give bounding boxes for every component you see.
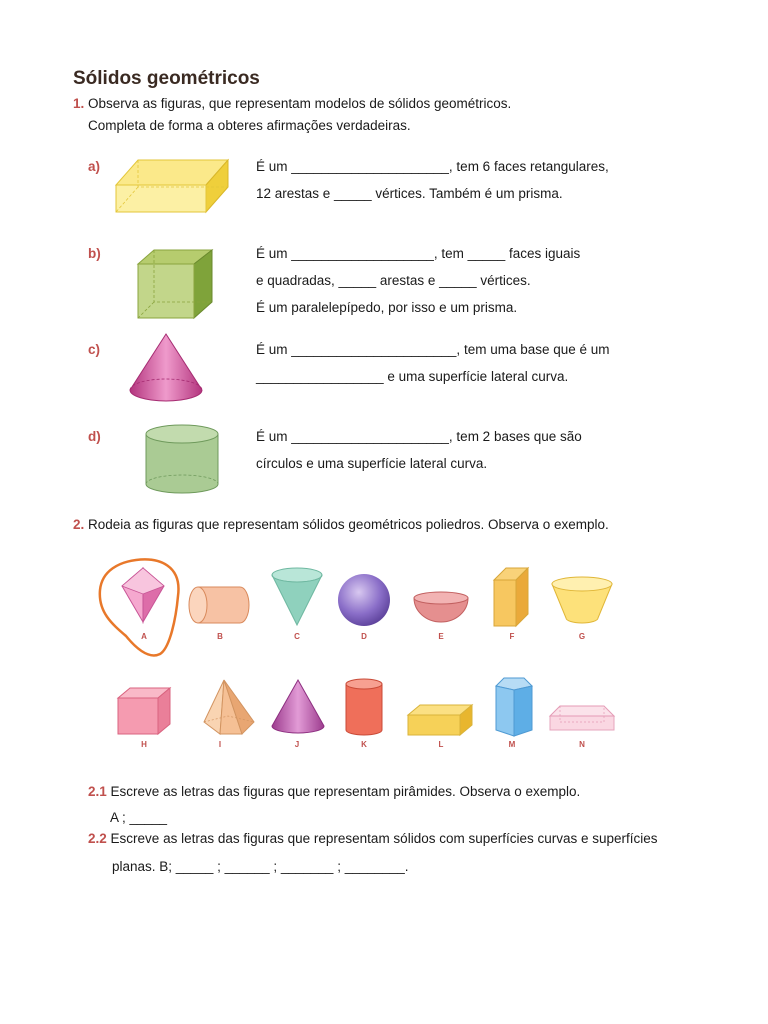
cylinder-k-figure <box>344 678 384 738</box>
q1a-line1: É um _____________________, tem 6 faces retangulares, <box>256 159 609 174</box>
letter-c: C <box>294 632 300 641</box>
cone-j-figure <box>270 678 326 736</box>
prism-m-figure <box>494 676 534 738</box>
q1-intro-line2: Completa de forma a obteres afirmações verdadeiras. <box>88 118 411 133</box>
letter-a: A <box>141 632 147 641</box>
hemisphere-e-figure <box>412 590 470 624</box>
q21-text <box>88 784 580 799</box>
letter-n: N <box>579 740 585 749</box>
letter-j: J <box>294 740 300 749</box>
letter-m: M <box>508 740 516 749</box>
q21-instruction: Escreve as letras das figuras que representam pirâmides. Observa o exemplo. <box>110 784 581 799</box>
q1a-label: a) <box>88 159 101 174</box>
q2-instruction: Rodeia as figuras que representam sólidos geométricos poliedros. Observa o exemplo. <box>88 517 609 532</box>
q1c-label: c) <box>88 342 101 357</box>
q1b-line2: e quadradas, _____ arestas e _____ vértices. <box>256 273 531 288</box>
prism-n-figure <box>546 704 616 738</box>
q1-intro-line1: Observa as figuras, que representam modelos de sólidos geométricos. <box>88 96 512 111</box>
letter-g: G <box>578 632 586 641</box>
cube-h-figure <box>116 686 172 736</box>
page-title: Sólidos geométricos <box>73 68 260 89</box>
q1c-line2: _________________ e uma superfície lateral curva. <box>256 369 569 384</box>
letter-e: E <box>438 632 444 641</box>
letter-f: F <box>509 632 515 641</box>
cone-c-figure <box>270 567 324 627</box>
cylinder-figure <box>144 424 220 496</box>
q1b-line3: É um paralelepípedo, por isso e um prisma. <box>256 300 518 315</box>
rectangular-prism-figure <box>112 157 232 215</box>
q22-text <box>88 831 658 846</box>
sphere-d-figure <box>336 572 392 628</box>
q21-number: 2.1 <box>88 784 107 799</box>
cylinder-b-figure <box>188 585 250 625</box>
letter-l: L <box>438 740 444 749</box>
letter-d: D <box>361 632 367 641</box>
q22-instruction: Escreve as letras das figuras que representam sólidos com superfícies curvas e superfícies <box>110 831 658 846</box>
letter-h: H <box>141 740 147 749</box>
q1d-line1: É um _____________________, tem 2 bases que são <box>256 429 582 444</box>
cube-figure <box>136 248 216 320</box>
letter-b: B <box>217 632 223 641</box>
pyramid-a-figure <box>118 566 168 626</box>
q1a-line2: 12 arestas e _____ vértices. Também é um prisma. <box>256 186 563 201</box>
q1-intro <box>73 96 511 111</box>
cone-figure <box>128 332 204 404</box>
pyramid-i-figure <box>202 678 256 738</box>
q1b-label: b) <box>88 246 101 261</box>
q1d-line2: círculos e uma superfície lateral curva. <box>256 456 488 471</box>
q2-number: 2. <box>73 517 85 532</box>
prism-l-figure <box>406 703 474 737</box>
prism-f-figure <box>492 566 532 628</box>
q22-line2: planas. B; _____ ; ______ ; _______ ; ________. <box>112 859 409 874</box>
q1-number: 1. <box>73 96 85 111</box>
q1b-line1: É um ___________________, tem _____ faces iguais <box>256 246 581 261</box>
letter-k: K <box>361 740 367 749</box>
letter-i: I <box>218 740 222 749</box>
q2-text <box>73 517 609 532</box>
q22-number: 2.2 <box>88 831 107 846</box>
q21-answer: A ; _____ <box>110 810 168 825</box>
frustum-g-figure <box>550 576 614 626</box>
q1d-label: d) <box>88 429 101 444</box>
q1c-line1: É um ______________________, tem uma base que é um <box>256 342 610 357</box>
